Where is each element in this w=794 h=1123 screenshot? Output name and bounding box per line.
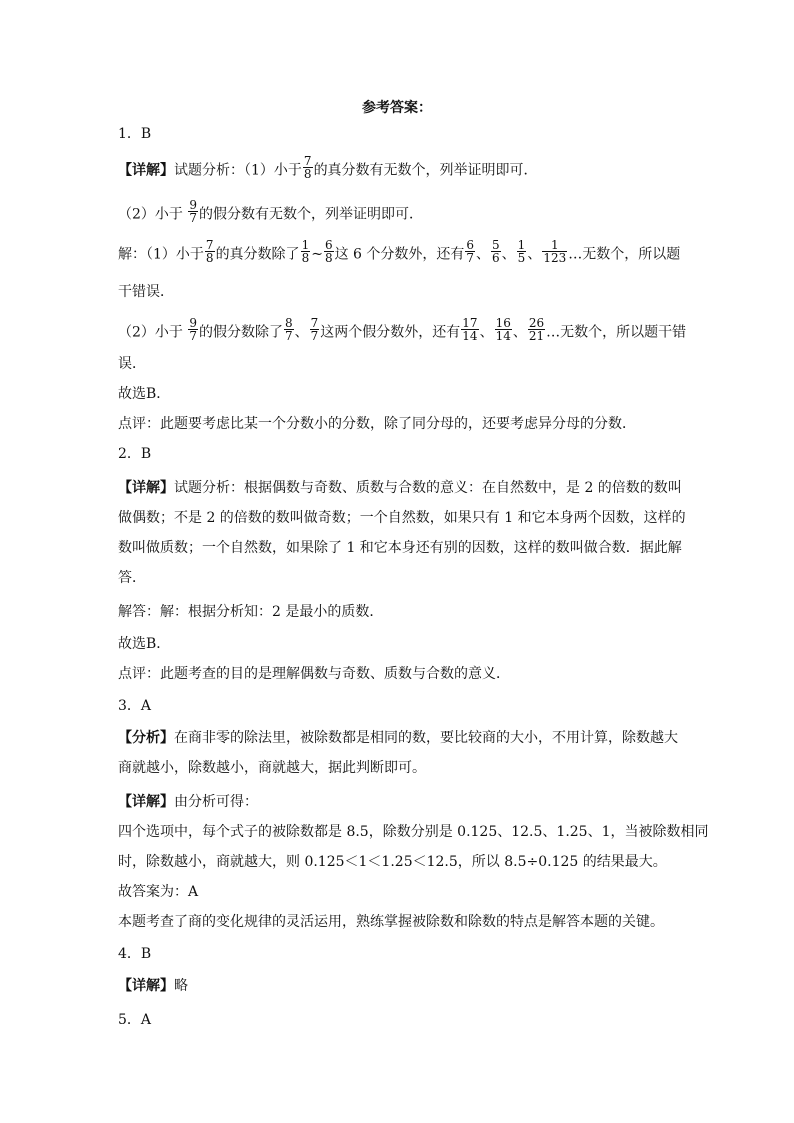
fraction-5-6: $\frac{5}{6}$ (492, 238, 500, 265)
q1-part2-end: 误． (118, 356, 146, 372)
page-title: 参考答案： (362, 100, 432, 116)
q1-detail-line (118, 154, 678, 183)
q2-detail-line2: 做偶数；不是 2 的倍数的数叫做奇数；一个自然数，如果只有 1 和它本身两个因数，这样的 (118, 510, 686, 526)
fraction-7-8b: $\frac{7}{8}$ (205, 238, 214, 265)
fraction-7-8: $\frac{7}{8}$ (303, 154, 312, 181)
q2-detail-line3: 数叫做质数；一个自然数，如果除了 1 和它本身还有别的因数，这样的数叫做合数．据此解 (118, 540, 682, 556)
fraction-1-8: $\frac{1}{8}$ (301, 238, 310, 265)
fraction-8-7: $\frac{8}{7}$ (285, 316, 293, 343)
q1-solution-line: 解：（1）小于 $\frac{7}{8}$ 的真分数除了 $\frac{1}{8}$ ~ $\frac{6}{8}$ 这 6 个分数外，还有 $\frac{6}{7}$ 、 $\frac{5}{6}$ 、 $\frac{1}{5}$ 、 $\frac{1}{123}$ …无数个，所以题 (118, 238, 681, 265)
q1-detail-text-b: 的真分数有无数个，列举证明即可． (313, 162, 538, 179)
fraction-7-7: $\frac{7}{7}$ (310, 316, 319, 343)
q3-detail-line2: 时，除数越小，商就越大，则 0.125＜1＜1.25＜12.5，所以 8.5÷0.125 的结果最大。 (118, 854, 667, 870)
fraction-17-14: $\frac{17}{14}$ (462, 316, 478, 343)
q3-answer-text: 故答案为：A (118, 884, 199, 900)
q1-choose: 故选B． (118, 386, 171, 402)
fraction-16-14: $\frac{16}{14}$ (495, 316, 511, 343)
q1-answer: 1．B (118, 126, 152, 142)
fraction-1-123: $\frac{1}{123}$ (543, 238, 567, 265)
q3-answer: 3．A (118, 698, 152, 714)
q4-answer: 4．B (118, 946, 152, 962)
fraction-6-7: $\frac{6}{7}$ (466, 238, 475, 265)
q2-comment: 点评：此题考查的目的是理解偶数与奇数、质数与合数的意义． (118, 666, 510, 682)
q2-solution: 解答：解：根据分析知：2 是最小的质数． (118, 604, 384, 620)
q3-analysis-line2: 商就越小，除数越小，商就越大，据此判断即可。 (118, 760, 426, 776)
fraction-6-8: $\frac{6}{8}$ (324, 238, 333, 265)
q1-detail-text-a: 试题分析：（1）小于 (174, 162, 302, 179)
q3-summary: 本题考查了商的变化规律的灵活运用，熟练掌握被除数和除数的特点是解答本题的关键。 (118, 914, 664, 930)
fraction-1-5: $\frac{1}{5}$ (517, 238, 526, 265)
fraction-9-7b: $\frac{9}{7}$ (189, 316, 198, 343)
q1-solution-end: 干错误． (118, 284, 174, 300)
q3-detail-line1: 四个选项中，每个式子的被除数都是 8.5，除数分别是 0.125、12.5、1.25、1，当被除数相同 (118, 824, 709, 840)
q2-answer: 2．B (118, 446, 152, 462)
q1-line2: （2）小于 $\frac{9}{7}$ 的假分数有无数个，列举证明即可． (118, 198, 424, 225)
q1-comment: 点评：此题要考虑比某一个分数小的分数，除了同分母的，还要考虑异分母的分数． (118, 416, 636, 432)
q2-detail-line1: 【详解】试题分析：根据偶数与奇数、质数与合数的意义：在自然数中，是 2 的倍数的数叫 (118, 480, 682, 496)
fraction-26-21: $\frac{26}{21}$ (528, 316, 545, 343)
q4-detail-line: 【详解】略 (118, 978, 188, 994)
q3-detail-line: 【详解】由分析可得： (118, 794, 258, 810)
q2-detail-line4: 答． (118, 570, 146, 586)
q3-analysis-line1: 【分析】在商非零的除法里，被除数都是相同的数，要比较商的大小，不用计算，除数越大 (118, 730, 678, 746)
q1-detail-prefix: 【详解】 (118, 162, 174, 179)
q2-choose: 故选B． (118, 636, 171, 652)
fraction-9-7: $\frac{9}{7}$ (189, 198, 198, 225)
q1-part2-line: （2）小于 $\frac{9}{7}$ 的假分数除了 $\frac{8}{7}$ 、 $\frac{7}{7}$ 这两个假分数外，还有 $\frac{17}{14}$ 、 $\frac{16}{14}$ 、 $\frac{26}{21}$ …无数个，所以题干错 (118, 316, 687, 343)
q5-answer: 5．A (118, 1012, 152, 1028)
